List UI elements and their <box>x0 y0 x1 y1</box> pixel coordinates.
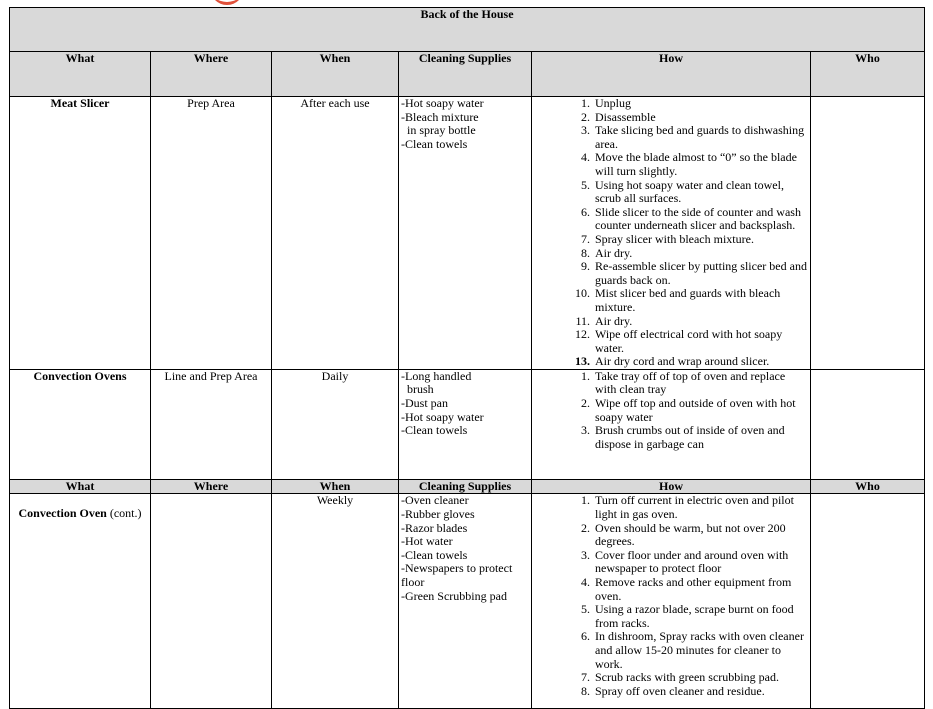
step-item: 6. In dishroom, Spray racks with oven cleaner and allow 15-20 minutes for cleaner to work. <box>593 630 808 671</box>
step-item: 8. Air dry. <box>593 247 808 261</box>
how-cell <box>532 97 811 370</box>
title-row <box>10 8 925 52</box>
step-item: 1. Turn off current in electric oven and pilot light in gas oven. <box>593 494 808 521</box>
step-item: 13. Air dry cord and wrap around slicer. <box>593 355 808 369</box>
supply-item: in spray bottle <box>401 123 476 138</box>
step-item: 5. Using a razor blade, scrape burnt on food from racks. <box>593 603 808 630</box>
header-what: What <box>10 52 151 97</box>
step-item: 8. Spray off oven cleaner and residue. <box>593 685 808 699</box>
how-cell <box>532 369 811 479</box>
header-what: What <box>10 479 151 494</box>
where-cell: Prep Area <box>151 97 272 370</box>
table-row <box>10 369 925 479</box>
what-cell: Convection Ovens <box>10 369 151 479</box>
header-who: Who <box>811 479 925 494</box>
supply-item: -Oven cleaner <box>401 493 469 508</box>
supply-item: -Clean towels <box>401 136 468 151</box>
when-cell: Daily <box>272 369 399 479</box>
supplies-cell <box>399 97 532 370</box>
step-item: 4. Move the blade almost to “0” so the blade will turn slightly. <box>593 151 808 178</box>
step-item: 6. Slide slicer to the side of counter and wash counter underneath slicer and backsplash. <box>593 206 808 233</box>
table-row <box>10 494 925 709</box>
supply-item: -Green Scrubbing pad <box>401 588 507 603</box>
step-item: 4. Remove racks and other equipment from oven. <box>593 576 808 603</box>
step-item: 1. Take tray off of top of oven and replace with clean tray <box>593 370 808 397</box>
step-item: 11. Air dry. <box>593 315 808 329</box>
steps-list <box>534 97 808 369</box>
supply-item: -Dust pan <box>401 396 448 411</box>
when-cell: Weekly <box>272 494 399 709</box>
supplies-cell <box>399 369 532 479</box>
how-cell <box>532 494 811 709</box>
header-row <box>10 52 925 97</box>
step-item: 3. Cover floor under and around oven with newspaper to protect floor <box>593 549 808 576</box>
header-how: How <box>532 52 811 97</box>
step-item: 2. Wipe off top and outside of oven with hot soapy water <box>593 397 808 424</box>
step-item: 9. Re-assemble slicer by putting slicer bed and guards back on. <box>593 260 808 287</box>
header-when: When <box>272 479 399 494</box>
logo-fragment <box>210 0 244 5</box>
supply-item: floor <box>401 575 425 590</box>
step-item: 3. Brush crumbs out of inside of oven and dispose in garbage can <box>593 424 808 451</box>
item-name: Convection Oven <box>18 506 107 521</box>
step-item: 12. Wipe off electrical cord with hot soapy water. <box>593 328 808 355</box>
table-row <box>10 97 925 370</box>
where-cell <box>151 494 272 709</box>
item-suffix: (cont.) <box>106 506 142 521</box>
step-item: 7. Spray slicer with bleach mixture. <box>593 233 808 247</box>
supply-item: -Long handled <box>401 368 472 383</box>
what-cell <box>10 494 151 709</box>
step-item: 10. Mist slicer bed and guards with bleach mixture. <box>593 287 808 314</box>
header-how: How <box>532 479 811 494</box>
header-where: Where <box>151 479 272 494</box>
step-item: 5. Using hot soapy water and clean towel, scrub all surfaces. <box>593 179 808 206</box>
header-supplies: Cleaning Supplies <box>399 479 532 494</box>
step-item: 2. Disassemble <box>593 111 808 125</box>
supply-item: -Bleach mixture <box>401 109 479 124</box>
supplies-cell <box>399 494 532 709</box>
step-item: 2. Oven should be warm, but not over 200 degrees. <box>593 522 808 549</box>
header-who: Who <box>811 52 925 97</box>
step-item: 7. Scrub racks with green scrubbing pad. <box>593 671 808 685</box>
supply-item: -Razor blades <box>401 520 468 535</box>
what-cell: Meat Slicer <box>10 97 151 370</box>
supply-item: -Newspapers to protect <box>401 561 513 576</box>
page-title: Back of the House <box>10 8 925 52</box>
cleaning-schedule-table <box>9 7 925 709</box>
steps-list <box>534 494 808 698</box>
steps-list <box>534 370 808 452</box>
supply-item: -Hot soapy water <box>401 409 484 424</box>
header-where: Where <box>151 52 272 97</box>
who-cell <box>811 494 925 709</box>
supply-item: -Rubber gloves <box>401 507 475 522</box>
who-cell <box>811 369 925 479</box>
supply-item: -Clean towels <box>401 423 468 438</box>
supply-item: -Hot soapy water <box>401 96 484 110</box>
when-cell: After each use <box>272 97 399 370</box>
header-when: When <box>272 52 399 97</box>
step-item: 3. Take slicing bed and guards to dishwashing area. <box>593 124 808 151</box>
who-cell <box>811 97 925 370</box>
repeat-header-row <box>10 479 925 494</box>
step-item: 1. Unplug <box>593 97 808 111</box>
supply-item: -Hot water <box>401 534 453 549</box>
supply-item: -Clean towels <box>401 547 468 562</box>
supply-item: brush <box>401 382 434 397</box>
header-supplies: Cleaning Supplies <box>399 52 532 97</box>
where-cell: Line and Prep Area <box>151 369 272 479</box>
